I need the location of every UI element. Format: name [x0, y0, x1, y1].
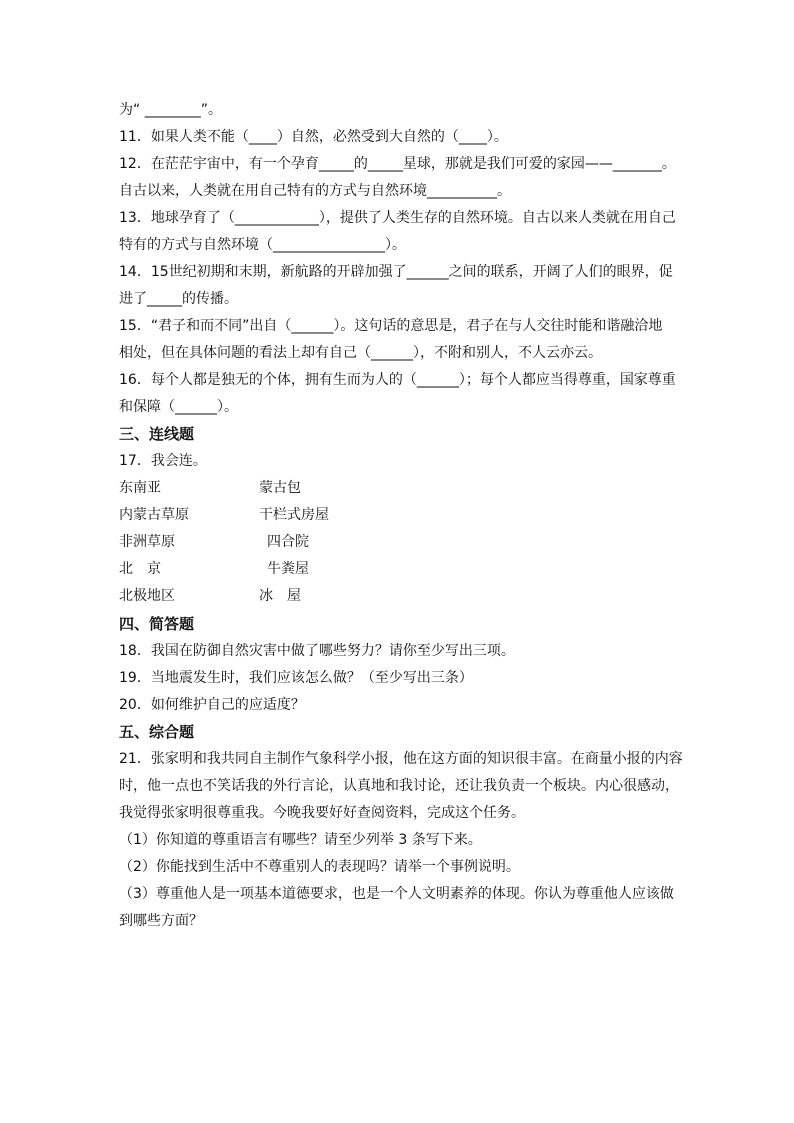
question-11: 11．如果人类不能（____）自然，必然受到大自然的（____）。	[119, 129, 508, 145]
text-line: 相处，但在具体问题的看法上却有自己（______），不附和别人，不人云亦云。	[119, 345, 602, 361]
match-left-item: 北极地区	[119, 588, 175, 604]
question-16: 16．每个人都是独无的个体，拥有生而为人的（______）；每个人都应当得尊重，国家尊重	[119, 372, 676, 388]
question-17: 17．我会连。	[119, 453, 207, 469]
question-12: 12．在茫茫宇宙中，有一个孕育_____的_____星球，那就是我们可爱的家园——_______。	[119, 156, 676, 172]
text-line: 为“ ________”。	[119, 102, 222, 118]
match-right-item: 干栏式房屋	[259, 507, 329, 523]
question-15: 15．“君子和而不同”出自（______）。这句话的意思是，君子在与人交往时能和谐融洽地	[119, 318, 663, 334]
text-line: 时，他一点也不笑话我的外行言论，认真地和我讨论，还让我负责一个板块。内心很感动，	[119, 778, 679, 794]
text-line: 和保障（______）。	[119, 399, 238, 415]
sub-question-1: （1）你知道的尊重语言有哪些？请至少列举 3 条写下来。	[119, 832, 482, 848]
match-right-item: 冰 屋	[259, 588, 301, 604]
question-21: 21．张家明和我共同自主制作气象科学小报，他在这方面的知识很丰富。在商量小报的内容	[119, 751, 683, 767]
section-heading: 三、连线题	[119, 425, 195, 443]
section-heading: 五、综合题	[119, 723, 195, 741]
sub-question-2: （2）你能找到生活中不尊重别人的表现吗？请举一个事例说明。	[119, 859, 520, 875]
match-right-item: 牛粪屋	[267, 561, 309, 577]
text-line: 进了_____的传播。	[119, 291, 238, 307]
match-left-item: 北 京	[119, 561, 161, 577]
section-heading: 四、简答题	[119, 615, 195, 633]
sub-question-3: （3）尊重他人是一项基本道德要求，也是一个人文明素养的体现。你认为尊重他人应该做	[119, 886, 674, 902]
text-line: 自古以来，人类就在用自己特有的方式与自然环境__________。	[119, 183, 511, 199]
question-19: 19．当地震发生时，我们应该怎么做？（至少写出三条）	[119, 670, 473, 686]
question-13: 13．地球孕育了（____________），提供了人类生存的自然环境。自古以来人类就在用自己	[119, 210, 676, 226]
match-left-item: 内蒙古草原	[119, 507, 189, 523]
match-left-item: 非洲草原	[119, 534, 175, 550]
match-right-item: 四合院	[267, 534, 309, 550]
question-14: 14．15世纪初期和末期，新航路的开辟加强了______之间的联系，开阔了人们的眼界，促	[119, 264, 673, 280]
text-line: 我觉得张家明很尊重我。今晚我要好好查阅资料，完成这个任务。	[119, 805, 525, 821]
match-right-item: 蒙古包	[259, 480, 301, 496]
text-line: 到哪些方面？	[119, 913, 203, 929]
match-left-item: 东南亚	[119, 480, 161, 496]
text-line: 特有的方式与自然环境（________________）。	[119, 237, 406, 253]
question-18: 18．我国在防御自然灾害中做了哪些努力？请你至少写出三项。	[119, 643, 515, 659]
question-20: 20．如何维护自己的应适度？	[119, 697, 305, 713]
